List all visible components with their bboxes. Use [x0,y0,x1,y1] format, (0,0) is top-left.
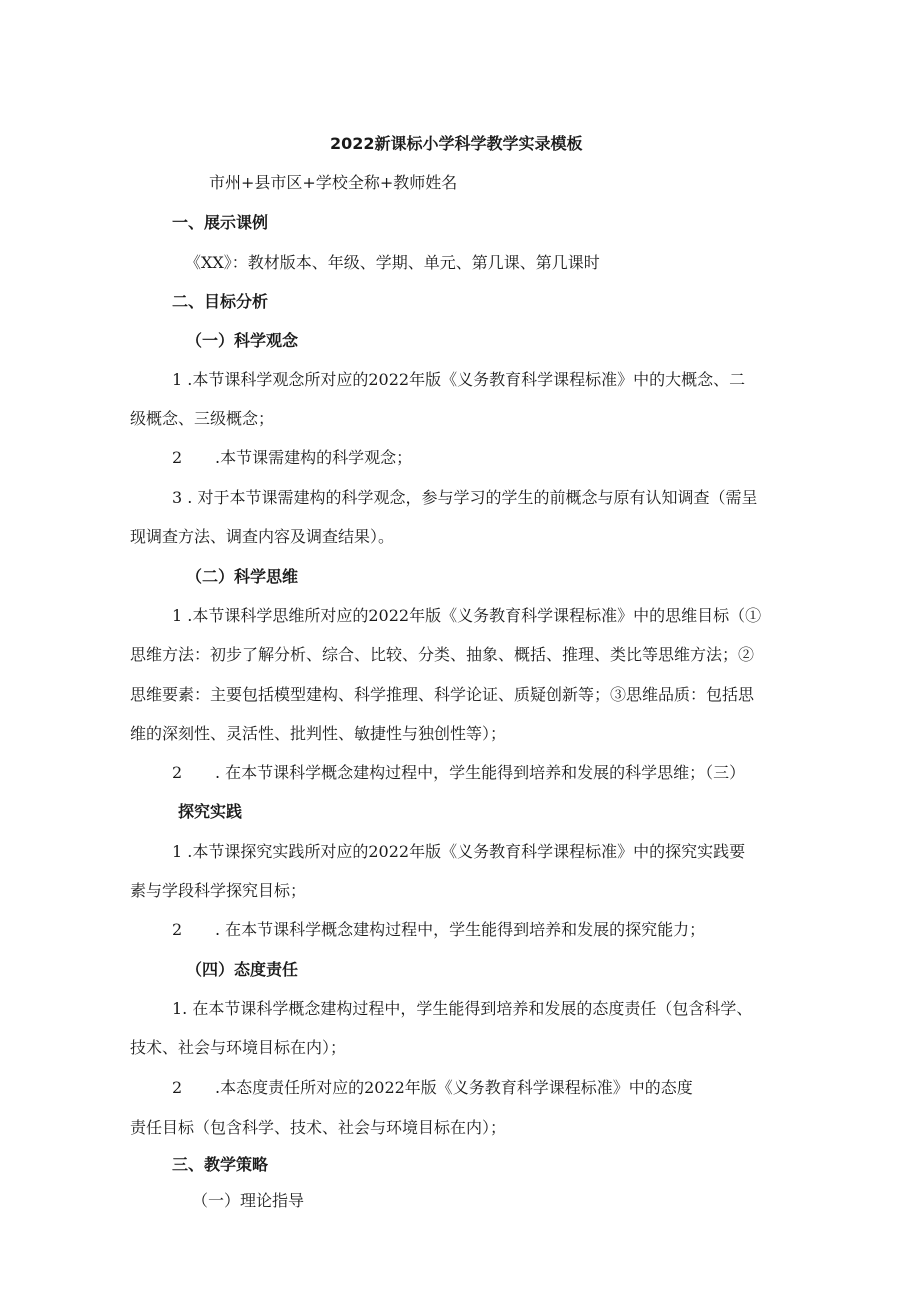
sub1-item1-line2: 级概念、三级概念； [130,409,275,428]
sub3-item1-line2: 素与学段科学探究目标； [130,881,307,900]
sub4-item2-number: 2 [172,1078,183,1097]
doc-subtitle: 市州+县市区+学校全称+教师姓名 [209,173,458,192]
sub1-heading: （一）科学观念 [186,331,299,350]
section1-text: 《XX》：教材版本、年级、学期、单元、第几课、第几课时 [185,253,600,272]
sub4-item1-line1: 1. 在本节课科学概念建构过程中，学生能得到培养和发展的态度责任（包含科学、 [172,999,753,1018]
sub2-item1-line4: 维的深刻性、灵活性、批判性、敏捷性与独创性等）； [130,724,507,743]
sub2-heading: （二）科学思维 [186,567,299,586]
sub3-item2-text: . 在本节课科学概念建构过程中，学生能得到培养和发展的探究能力； [215,920,706,939]
sub2-item1-line1: 1 .本节课科学思维所对应的2022年版《义务教育科学课程标准》中的思维目标（① [172,606,762,625]
sub1-item2-number: 2 [172,448,183,467]
sub3-item2-number: 2 [172,920,183,939]
doc-title: 2022新课标小学科学教学实录模板 [330,134,583,153]
sub2-item1-line3: 思维要素：主要包括模型建构、科学推理、科学论证、质疑创新等；③思维品质：包括思 [130,685,755,704]
sub4-item1-line2: 技术、社会与环境目标在内）； [130,1038,347,1057]
sub4-heading: （四）态度责任 [186,960,299,979]
section2-heading: 二、目标分析 [172,292,269,311]
section3-sub1: （一）理论指导 [192,1191,305,1210]
section3-heading: 三、教学策略 [172,1155,269,1174]
sub1-item1-line1: 1 .本节课科学观念所对应的2022年版《义务教育科学课程标准》中的大概念、二 [172,370,746,389]
sub1-item3-line2: 现调查方法、调查内容及调查结果）。 [130,527,395,546]
sub3-item1-line1: 1 .本节课探究实践所对应的2022年版《义务教育科学课程标准》中的探究实践要 [172,842,746,861]
sub1-item2-text: .本节课需建构的科学观念； [215,448,413,467]
section1-heading: 一、展示课例 [172,213,269,232]
sub2-item2-text: . 在本节课科学概念建构过程中，学生能得到培养和发展的科学思维；（三） [215,763,746,782]
sub4-item2-line2: 责任目标（包含科学、技术、社会与环境目标在内）； [130,1118,507,1137]
sub3-heading: 探究实践 [178,802,243,821]
sub1-item3-line1: 3 . 对于本节课需建构的科学观念，参与学习的学生的前概念与原有认知调查（需呈 [172,488,758,507]
sub2-item2-number: 2 [172,763,183,782]
sub2-item1-line2: 思维方法：初步了解分析、综合、比较、分类、抽象、概括、推理、类比等思维方法；② [130,645,755,664]
sub4-item2-text: .本态度责任所对应的2022年版《义务教育科学课程标准》中的态度 [215,1078,693,1097]
